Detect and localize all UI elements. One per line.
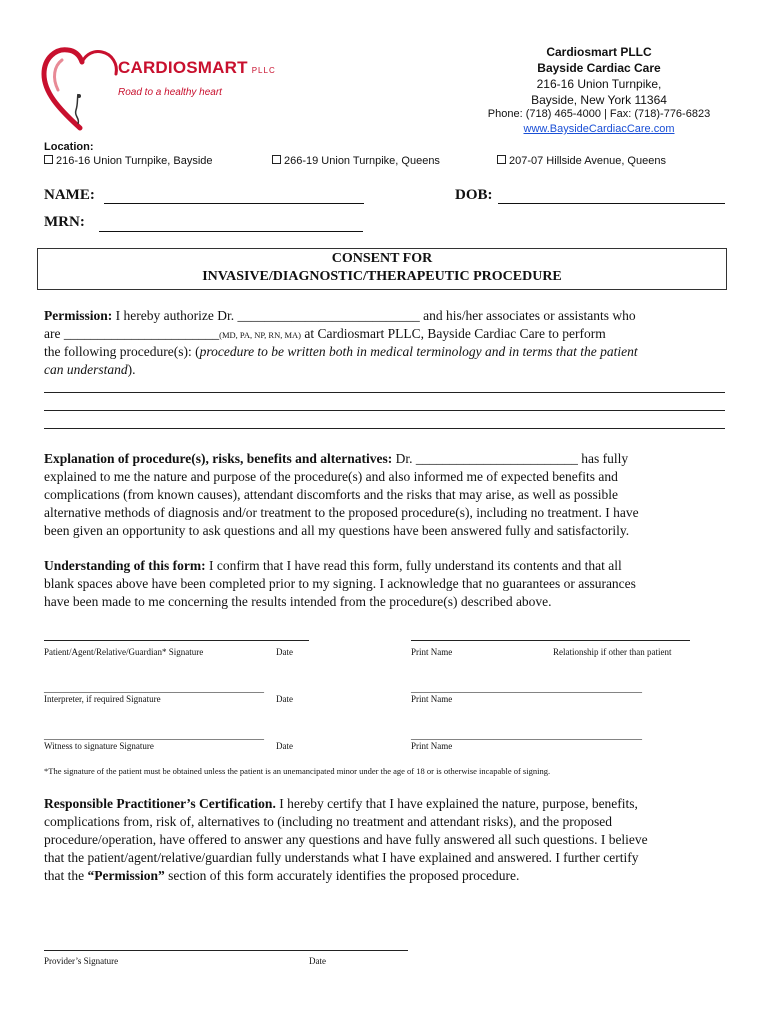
certification-line-4: that the patient/agent/relative/guardian fully understands what I have explained and answered. I further certify	[44, 850, 639, 865]
explanation-line-5: been given an opportunity to ask questions and all my questions have been answered fully and satisfactorily.	[44, 523, 630, 538]
brand-name: CARDIOSMART PLLC	[118, 58, 276, 77]
procedure-line-1[interactable]	[44, 392, 725, 393]
understanding-line-3: have been made to me concerning the results intended from the procedure(s) described above.	[44, 594, 552, 609]
patient-date-label: Date	[276, 647, 293, 657]
interpreter-print-name-label: Print Name	[411, 694, 453, 704]
witness-print-name-label: Print Name	[411, 741, 453, 751]
permission-line-3: the following procedure(s): (procedure to be written both in medical terminology and in terms that the patient	[44, 344, 638, 359]
procedure-line-2[interactable]	[44, 410, 725, 411]
signature-footnote: *The signature of the patient must be obtained unless the patient is an unemancipated minor under the age of 18 or is otherwise incapable of signing.	[44, 766, 551, 776]
dob-label: DOB:	[455, 187, 493, 203]
brand-suffix: PLLC	[251, 66, 276, 75]
procedure-line-3[interactable]	[44, 428, 725, 429]
subpractice-name: Bayside Cardiac Care	[537, 61, 661, 75]
patient-signature-line[interactable]	[44, 640, 309, 641]
location-title: Location:	[44, 141, 94, 153]
permission-line-1: Permission: I hereby authorize Dr. ___________________________ and his/her associates or assistants who	[44, 308, 636, 323]
patient-signature-label: Patient/Agent/Relative/Guardian* Signature	[44, 647, 204, 657]
address-line-1: 216-16 Union Turnpike,	[536, 77, 662, 91]
patient-print-name-line[interactable]	[411, 640, 690, 641]
understanding-line-2: blank spaces above have been completed prior to my signing. I acknowledge that no guarantees or assurances	[44, 576, 636, 591]
contact-line: Phone: (718) 465-4000 | Fax: (718)-776-6823	[487, 108, 711, 120]
certification-line-5: that the “Permission” section of this form accurately identifies the proposed procedure.	[44, 868, 520, 883]
interpreter-signature-line[interactable]: ________________________________________	[44, 682, 264, 694]
certification-line-1: Responsible Practitioner’s Certification. I hereby certify that I have explained the nature, purpose, benefits,	[44, 796, 638, 811]
provider-signature-label: Provider’s Signature	[44, 956, 119, 966]
checkbox-icon[interactable]	[44, 155, 53, 164]
permission-line-4: can understand).	[44, 362, 136, 377]
patient-print-name-label: Print Name	[411, 647, 453, 657]
relationship-label: Relationship if other than patient	[553, 647, 672, 657]
brand-tagline: Road to a healthy heart	[118, 87, 222, 98]
location-option-union-turnpike[interactable]: 266-19 Union Turnpike, Queens	[272, 155, 440, 167]
certification-line-3: procedure/operation, have offered to answer any questions and have fully answered all such questions. I believe	[44, 832, 648, 847]
interpreter-signature-label: Interpreter, if required Signature	[44, 694, 161, 704]
interpreter-date-label: Date	[276, 694, 293, 704]
title-line-1: CONSENT FOR	[331, 251, 433, 266]
location-option-bayside[interactable]: 216-16 Union Turnpike, Bayside	[44, 155, 213, 167]
witness-signature-line[interactable]: ________________________________________	[44, 729, 264, 741]
address-line-2: Bayside, New York 11364	[531, 93, 667, 107]
checkbox-icon[interactable]	[497, 155, 506, 164]
heart-logo-icon	[40, 44, 130, 134]
witness-date-label: Date	[276, 741, 293, 751]
location-option-hillside[interactable]: 207-07 Hillside Avenue, Queens	[497, 155, 666, 167]
mrn-field[interactable]	[99, 231, 363, 232]
interpreter-print-name-line[interactable]: __________________________________________	[411, 682, 642, 694]
title-line-2: INVASIVE/DIAGNOSTIC/THERAPEUTIC PROCEDURE	[202, 269, 562, 284]
understanding-line-1: Understanding of this form: I confirm that I have read this form, fully understand its contents and that all	[44, 558, 622, 573]
checkbox-icon[interactable]	[272, 155, 281, 164]
explanation-line-2: explained to me the nature and purpose of the procedure(s) and also informed me of expected benefits and	[44, 469, 618, 484]
name-label: NAME:	[44, 187, 95, 203]
mrn-label: MRN:	[44, 214, 85, 230]
dob-field[interactable]	[498, 203, 725, 204]
provider-signature-line[interactable]	[44, 950, 408, 951]
witness-print-name-line[interactable]: __________________________________________	[411, 729, 642, 741]
consent-title-box	[37, 248, 727, 290]
practice-name: Cardiosmart PLLC	[546, 45, 652, 59]
permission-line-2: are _______________________(MD, PA, NP, RN, MA) at Cardiosmart PLLC, Bayside Cardiac Care to perform	[44, 326, 606, 341]
explanation-line-1: Explanation of procedure(s), risks, benefits and alternatives: Dr. ________________________ has fully	[44, 451, 629, 466]
name-field[interactable]	[104, 203, 364, 204]
certification-line-2: complications from, risk of, alternatives to (including no treatment and attendant risks), and the proposed	[44, 814, 612, 829]
website-link[interactable]: www.BaysideCardiacCare.com	[523, 123, 675, 135]
explanation-line-4: alternative methods of diagnosis and/or treatment to the proposed procedure(s), including no treatment. I have	[44, 505, 639, 520]
explanation-line-3: complications (from known causes), attendant discomforts and the risks that may arise, as well as possible	[44, 487, 618, 502]
witness-signature-label: Witness to signature Signature	[44, 741, 154, 751]
provider-date-label: Date	[309, 956, 326, 966]
